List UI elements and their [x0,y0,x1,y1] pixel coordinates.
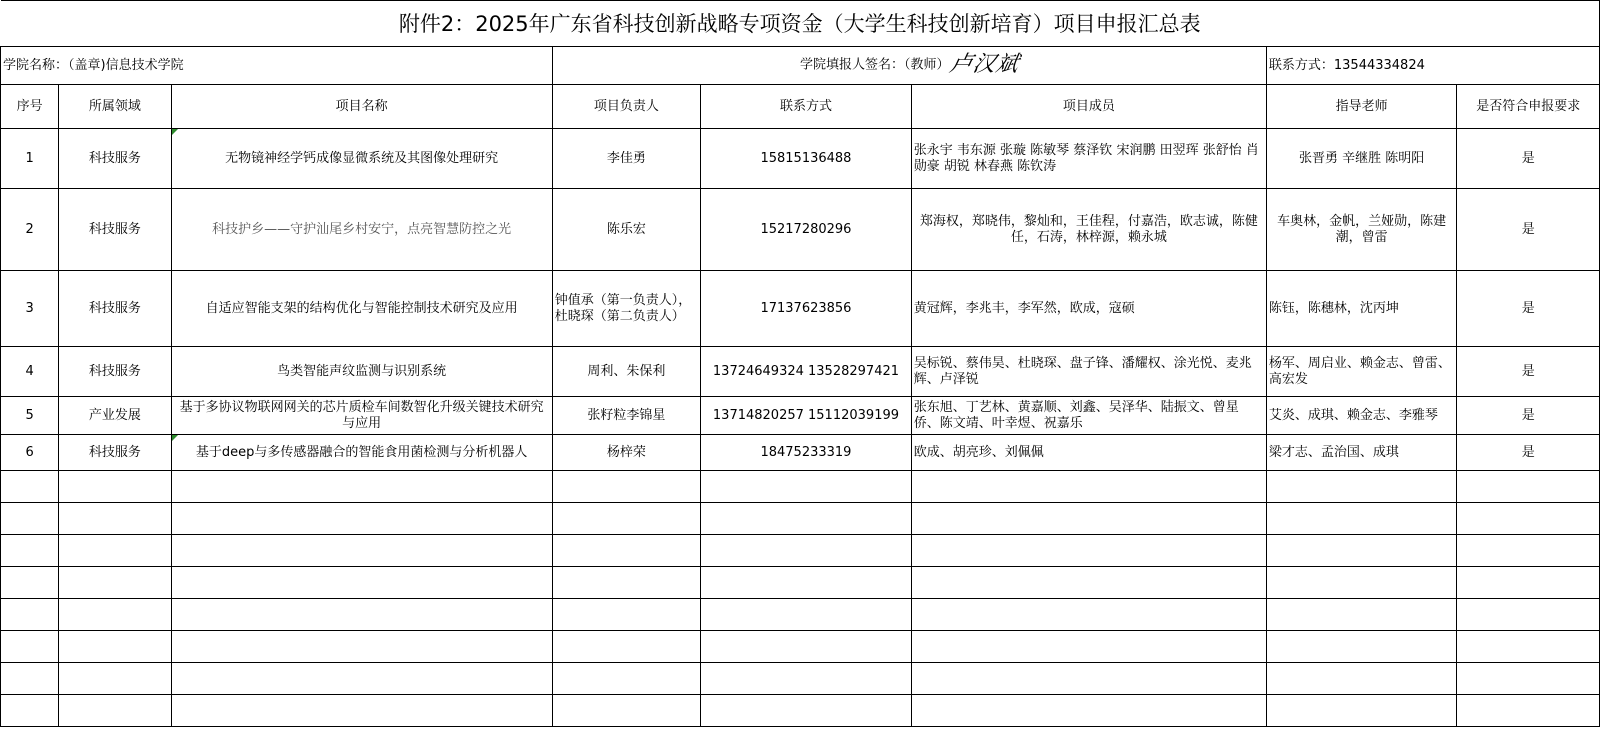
empty-row [1,535,1600,567]
empty-cell[interactable] [552,663,700,695]
empty-cell[interactable] [911,599,1266,631]
empty-cell[interactable] [1266,631,1457,663]
header-row [1,85,1600,129]
empty-cell[interactable] [1266,535,1457,567]
cell-eligible[interactable]: 是 [1457,129,1600,189]
empty-cell[interactable] [911,503,1266,535]
table-row [1,397,1600,435]
empty-row [1,567,1600,599]
cell-members[interactable]: 欧成、胡亮珍、刘佩佩 [911,435,1266,471]
cell-field[interactable]: 科技服务 [59,189,171,271]
empty-cell[interactable] [59,503,171,535]
cell-eligible[interactable]: 是 [1457,397,1600,435]
empty-cell[interactable] [1,567,59,599]
empty-cell[interactable] [1,631,59,663]
empty-cell[interactable] [911,631,1266,663]
info-row [1,47,1600,85]
empty-cell[interactable] [1,695,59,727]
empty-cell[interactable] [59,567,171,599]
header-members[interactable]: 项目成员 [911,85,1266,129]
teacher-signature: 卢汉斌 [946,52,1022,78]
empty-cell[interactable] [171,695,552,727]
empty-cell[interactable] [1,471,59,503]
empty-cell[interactable] [911,567,1266,599]
empty-cell[interactable] [701,631,912,663]
empty-cell[interactable] [1266,663,1457,695]
header-no[interactable]: 序号 [1,85,59,129]
empty-cell[interactable] [1266,471,1457,503]
empty-cell[interactable] [1266,599,1457,631]
empty-cell[interactable] [1,503,59,535]
empty-row [1,695,1600,727]
cell-members[interactable]: 张东旭、丁艺林、黄嘉顺、刘鑫、吴泽华、陆振文、曾星侨、陈文靖、叶幸煜、祝嘉乐 [911,397,1266,435]
header-field[interactable]: 所属领域 [59,85,171,129]
empty-cell[interactable] [171,471,552,503]
table-row [1,189,1600,271]
cell-field[interactable]: 科技服务 [59,129,171,189]
empty-cell[interactable] [911,695,1266,727]
table-row [1,347,1600,397]
cell-project-name[interactable]: 鸟类智能声纹监测与识别系统 [171,347,552,397]
header-phone[interactable]: 联系方式 [701,85,912,129]
empty-cell[interactable] [701,599,912,631]
college-name-cell[interactable]: 学院名称：（盖章)信息技术学院 [1,47,553,85]
cell-eligible[interactable]: 是 [1457,189,1600,271]
empty-cell[interactable] [701,503,912,535]
empty-cell[interactable] [171,567,552,599]
empty-cell[interactable] [1266,567,1457,599]
cell-leader[interactable]: 钟值承（第一负责人），杜晓琛（第二负责人） [552,271,700,347]
cell-phone[interactable]: 15815136488 [701,129,912,189]
cell-project-name[interactable]: 基于多协议物联网网关的芯片质检车间数智化升级关键技术研究与应用 [171,397,552,435]
empty-cell[interactable] [552,567,700,599]
cell-field[interactable]: 科技服务 [59,271,171,347]
cell-eligible[interactable]: 是 [1457,271,1600,347]
cell-project-name[interactable]: 科技护乡——守护汕尾乡村安宁，点亮智慧防控之光 [171,189,552,271]
empty-cell[interactable] [59,695,171,727]
cell-leader[interactable]: 张籽粒李锦星 [552,397,700,435]
cell-phone[interactable]: 13714820257 15112039199 [701,397,912,435]
empty-cell[interactable] [1457,599,1600,631]
cell-phone[interactable]: 15217280296 [701,189,912,271]
header-advisor[interactable]: 指导老师 [1266,85,1457,129]
cell-no[interactable]: 2 [1,189,59,271]
cell-members[interactable]: 郑海权，郑晓伟，黎灿和，王佳程，付嘉浩，欧志诚，陈健任，石涛，林梓源，赖永城 [911,189,1266,271]
empty-cell[interactable] [1,535,59,567]
empty-cell[interactable] [59,599,171,631]
empty-cell[interactable] [1,599,59,631]
page-title[interactable]: 附件2：2025年广东省科技创新战略专项资金（大学生科技创新培育）项目申报汇总表 [1,1,1600,47]
cell-phone[interactable]: 18475233319 [701,435,912,471]
cell-eligible[interactable]: 是 [1457,347,1600,397]
cell-advisor[interactable]: 艾炎、成琪、赖金志、李雅琴 [1266,397,1457,435]
cell-members[interactable]: 黄冠辉，李兆丰，李军然，欧成，寇硕 [911,271,1266,347]
empty-cell[interactable] [552,471,700,503]
cell-advisor[interactable]: 陈钰，陈穗林，沈丙坤 [1266,271,1457,347]
empty-cell[interactable] [1266,695,1457,727]
empty-cell[interactable] [911,535,1266,567]
empty-cell[interactable] [171,503,552,535]
empty-cell[interactable] [1457,503,1600,535]
empty-cell[interactable] [1457,695,1600,727]
empty-cell[interactable] [552,535,700,567]
empty-cell[interactable] [1,663,59,695]
empty-cell[interactable] [171,535,552,567]
cell-phone[interactable]: 13724649324 13528297421 [701,347,912,397]
empty-cell[interactable] [59,471,171,503]
signer-cell[interactable] [552,47,1266,85]
cell-no[interactable]: 6 [1,435,59,471]
table-row [1,435,1600,471]
cell-leader[interactable]: 周利、朱保利 [552,347,700,397]
empty-cell[interactable] [911,663,1266,695]
cell-project-name[interactable]: 基于deep与多传感器融合的智能食用菌检测与分析机器人 [171,435,552,471]
empty-cell[interactable] [701,695,912,727]
header-leader[interactable]: 项目负责人 [552,85,700,129]
cell-eligible[interactable]: 是 [1457,435,1600,471]
table-row [1,271,1600,347]
header-eligible[interactable]: 是否符合申报要求 [1457,85,1600,129]
header-project-name[interactable]: 项目名称 [171,85,552,129]
empty-row [1,631,1600,663]
empty-cell[interactable] [701,567,912,599]
cell-advisor[interactable]: 梁才志、孟治国、成琪 [1266,435,1457,471]
cell-advisor[interactable]: 杨军、周启业、赖金志、曾雷、高宏发 [1266,347,1457,397]
empty-cell[interactable] [552,503,700,535]
table-row [1,129,1600,189]
empty-cell[interactable] [59,631,171,663]
cell-members[interactable]: 张永宇 韦东源 张璇 陈敏琴 蔡泽钦 宋润鹏 田翌珲 张舒怡 肖勋豪 胡锐 林春燕 陈钦涛 [911,129,1266,189]
empty-cell[interactable] [171,663,552,695]
cell-leader[interactable]: 李佳勇 [552,129,700,189]
empty-cell[interactable] [552,599,700,631]
empty-cell[interactable] [1457,471,1600,503]
signer-label: 学院填报人签名：（教师） [800,57,950,73]
empty-cell[interactable] [1266,503,1457,535]
empty-cell[interactable] [1457,567,1600,599]
empty-cell[interactable] [59,535,171,567]
empty-cell[interactable] [171,599,552,631]
empty-cell[interactable] [1457,663,1600,695]
cell-advisor[interactable]: 张晋勇 辛继胜 陈明阳 [1266,129,1457,189]
cell-no[interactable]: 5 [1,397,59,435]
cell-advisor[interactable]: 车奥林，金帆，兰娅勋，陈建潮，曾雷 [1266,189,1457,271]
empty-cell[interactable] [59,663,171,695]
cell-project-name[interactable]: 自适应智能支架的结构优化与智能控制技术研究及应用 [171,271,552,347]
empty-cell[interactable] [701,663,912,695]
cell-field[interactable]: 科技服务 [59,435,171,471]
empty-cell[interactable] [552,695,700,727]
empty-cell[interactable] [701,471,912,503]
empty-row [1,503,1600,535]
cell-leader[interactable]: 杨梓荣 [552,435,700,471]
empty-cell[interactable] [1457,631,1600,663]
cell-no[interactable]: 3 [1,271,59,347]
cell-field[interactable]: 科技服务 [59,347,171,397]
empty-cell[interactable] [911,471,1266,503]
cell-members[interactable]: 吴标锐、蔡伟昊、杜晓琛、盘子锋、潘耀权、涂光悦、麦兆辉、卢泽锐 [911,347,1266,397]
cell-field[interactable]: 产业发展 [59,397,171,435]
contact-cell[interactable]: 联系方式：13544334824 [1266,47,1599,85]
title-row [1,1,1600,47]
cell-project-name[interactable]: 无物镜神经学钙成像显微系统及其图像处理研究 [171,129,552,189]
empty-cell[interactable] [171,631,552,663]
cell-no[interactable]: 4 [1,347,59,397]
empty-cell[interactable] [552,631,700,663]
empty-row [1,471,1600,503]
empty-cell[interactable] [701,535,912,567]
cell-no[interactable]: 1 [1,129,59,189]
cell-leader[interactable]: 陈乐宏 [552,189,700,271]
empty-cell[interactable] [1457,535,1600,567]
empty-row [1,599,1600,631]
empty-row [1,663,1600,695]
cell-phone[interactable]: 17137623856 [701,271,912,347]
